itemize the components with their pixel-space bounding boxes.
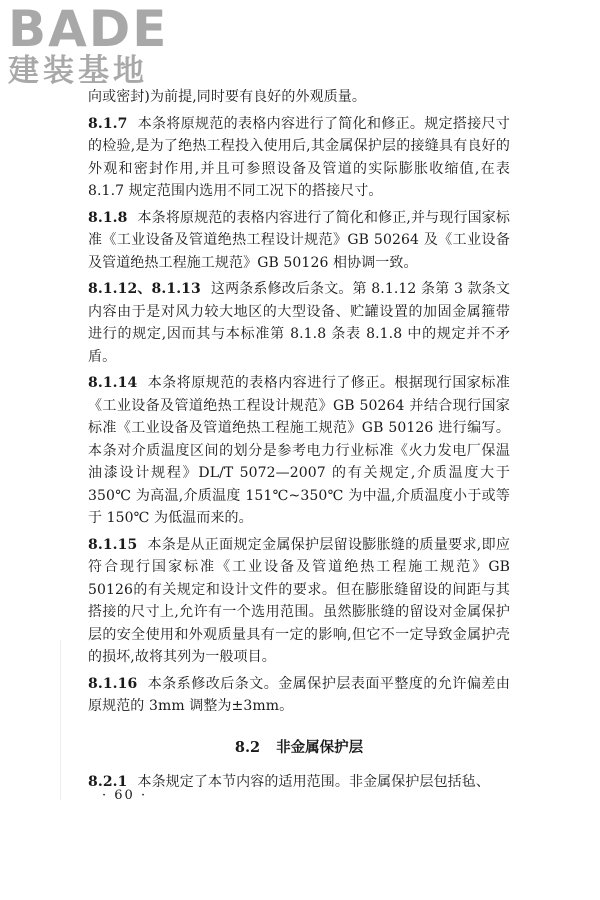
- page-number: · 60 ·: [102, 788, 148, 803]
- clause-number: 8.1.16: [88, 675, 138, 692]
- section-heading: [88, 736, 510, 757]
- watermark-logo: [8, 0, 178, 89]
- clause-8-1-16: [88, 673, 510, 718]
- document-body: [88, 86, 510, 797]
- clause-text: 本条将原规范的表格内容进行了简化和修正。规定搭接尺寸的检验,是为了绝热工程投入使用后,其金属保护层的接缝具有良好的外观和密封作用,并且可参照设备及管道的实际膨胀收缩值,在表 8.1.7 规定范围内选用不同工况下的搭接尺寸。: [88, 115, 510, 199]
- clause-8-1-8: [88, 207, 510, 275]
- clause-8-1-15: [88, 534, 510, 669]
- clause-text: 这两条系修改后条文。第 8.1.12 条第 3 款条文内容由于是对风力较大地区的大型设备、贮罐设置的加固金属箍带进行的规定,因而其与本标准第 8.1.8 条表 8.1.8 中的规定并不矛盾。: [88, 281, 511, 365]
- paragraph-continuation: [88, 86, 510, 109]
- clause-number: 8.1.7: [88, 115, 128, 132]
- clause-number: 8.1.8: [88, 209, 128, 226]
- section-number: 8.2: [234, 738, 261, 756]
- clause-text: 本条将原规范的表格内容进行了修正。根据现行国家标准《工业设备及管道绝热工程设计规范》GB 50264 并结合现行国家标准《工业设备及管道绝热工程施工规范》GB 50126 进行编写。本条对介质温度区间的划分是参考电力行业标准《火力发电厂保温油漆设计规程》DL/T 5072—2007 的有关规定,介质温度大于 350℃ 为高温,介质温度 151℃~350℃ 为中温,介质温度小于或等于 150℃ 为低温而来的。: [88, 375, 510, 526]
- section-title: 非金属保护层: [276, 738, 364, 756]
- clause-text: 本条将原规范的表格内容进行了简化和修正,并与现行国家标准《工业设备及管道绝热工程设计规范》GB 50264 及《工业设备及管道绝热工程施工规范》GB 50126 相协调一致。: [88, 209, 510, 271]
- clause-number: 8.2.1: [88, 773, 128, 790]
- scan-edge-line: [60, 640, 61, 800]
- paragraph-text: 向或密封)为前提,同时要有良好的外观质量。: [88, 89, 367, 105]
- watermark-subtitle: 建装基地: [8, 53, 148, 89]
- clause-number: 8.1.14: [88, 375, 138, 391]
- clause-text: 本条是从正面规定金属保护层留设膨胀缝的质量要求,即应符合现行国家标准《工业设备及管道绝热工程施工规范》GB 50126的有关规定和设计文件的要求。但在膨胀缝留设的间距与其搭接的尺寸上,允许有一个选用范围。虽然膨胀缝的留设对金属保护层的安全使用和外观质量具有一定的影响,但它不一定导致金属护壳的损坏,故将其列为一般项目。: [88, 536, 510, 665]
- clause-text: 本条系修改后条文。金属保护层表面平整度的允许偏差由原规范的 3mm 调整为±3mm。: [88, 675, 510, 714]
- clause-8-2-1: [88, 771, 510, 794]
- clause-text: 本条规定了本节内容的适用范围。非金属保护层包括毡、: [137, 773, 490, 790]
- clause-8-1-14: [88, 372, 510, 530]
- clause-8-1-12-13: [88, 278, 510, 368]
- watermark-brand: BADE: [8, 0, 169, 58]
- clause-8-1-7: [88, 113, 510, 203]
- clause-number: 8.1.12、8.1.13: [88, 281, 201, 297]
- clause-number: 8.1.15: [88, 536, 138, 553]
